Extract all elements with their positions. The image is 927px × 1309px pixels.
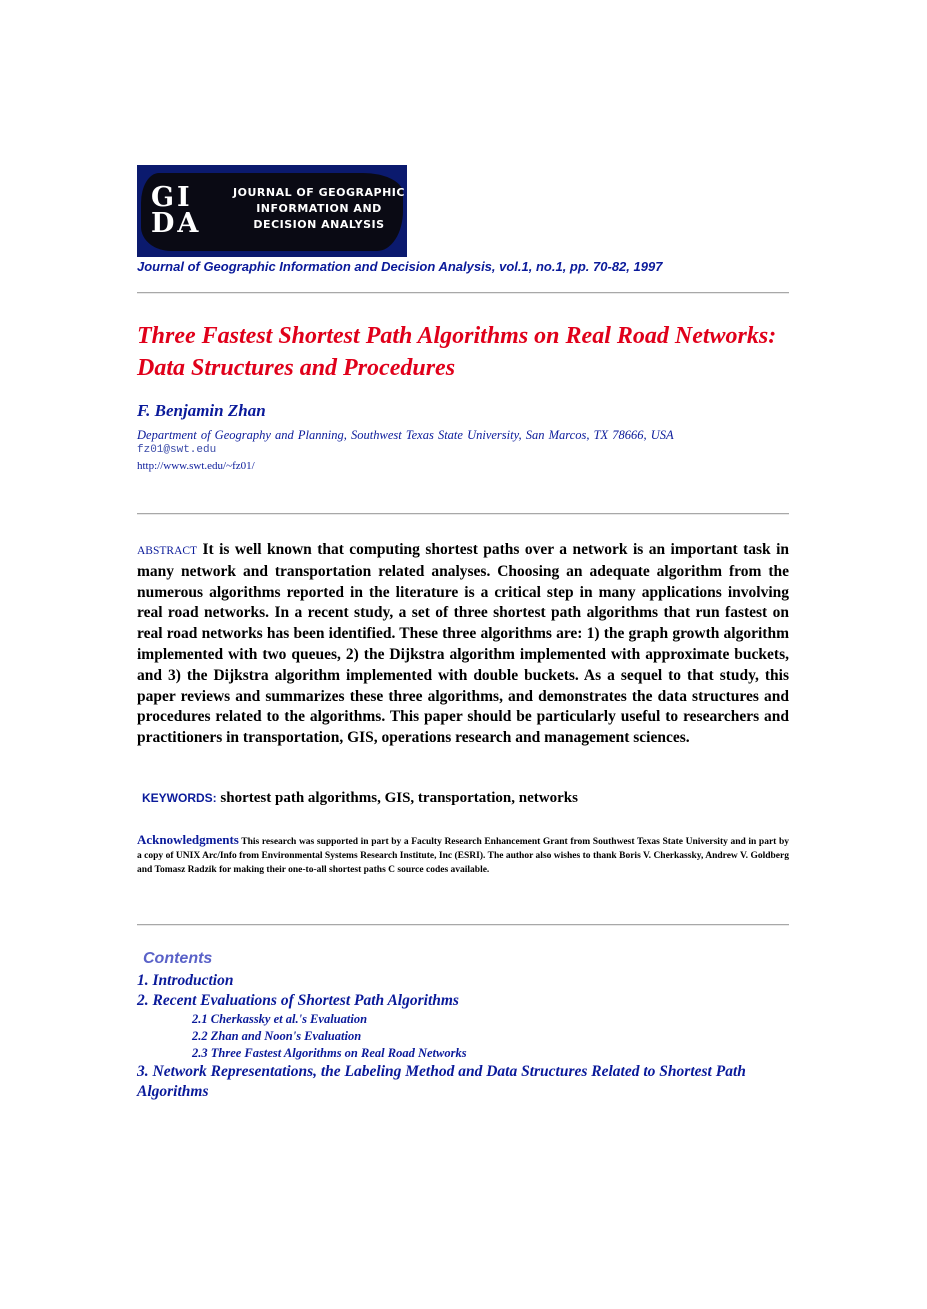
toc-link-network-representations[interactable]: 3. Network Representations, the Labeling Method and Data Structures Related to Shortest Path Algorithms <box>137 1063 746 1100</box>
toc-link-introduction[interactable]: 1. Introduction <box>137 972 234 989</box>
logo-tagline-line: JOURNAL OF GEOGRAPHIC <box>233 186 405 199</box>
toc-link-three-fastest-algorithms[interactable]: 2.3 Three Fastest Algorithms on Real Road Networks <box>192 1046 467 1060</box>
logo-tagline-line: INFORMATION AND <box>256 202 382 215</box>
keywords <box>142 790 578 807</box>
author-name: F. Benjamin Zhan <box>137 401 266 420</box>
abstract-label: ABSTRACT <box>137 545 198 557</box>
journal-reference: Journal of Geographic Information and Decision Analysis, vol.1, no.1, pp. 70-82, 1997 <box>137 259 663 274</box>
author-homepage-link[interactable]: http://www.swt.edu/~fz01/ <box>137 460 255 472</box>
contents-heading: Contents <box>143 950 213 967</box>
paper-title: Three Fastest Shortest Path Algorithms on Real Road Networks: Data Structures and Procedures <box>137 323 777 381</box>
toc-link-zhan-noon-evaluation[interactable]: 2.2 Zhan and Noon's Evaluation <box>192 1029 362 1043</box>
author-affiliation: Department of Geography and Planning, Southwest Texas State University, San Marcos, TX 78666, USA <box>137 428 674 442</box>
author-email-link[interactable]: fz01@swt.edu <box>137 444 217 456</box>
toc-link-cherkassky-evaluation[interactable]: 2.1 Cherkassky et al.'s Evaluation <box>192 1012 368 1026</box>
logo-letters-line1: GI <box>151 182 193 213</box>
divider <box>137 513 789 515</box>
acknowledgments-text: This research was supported in part by a Faculty Research Enhancement Grant from Southwest Texas State University and in part by a copy of UNIX Arc/Info from Environmental Systems Research Institute, Inc (ESRI). The author also wishes to thank Boris V. Cherkassky, Andrew V. Goldberg and Tomasz Radzik for making their one-to-all shortest paths C source codes available. <box>137 837 789 875</box>
abstract <box>137 540 789 749</box>
acknowledgments-label: Acknowledgments <box>137 832 239 847</box>
logo-letters-line2: DA <box>151 208 202 239</box>
divider <box>137 924 789 926</box>
toc-link-recent-evaluations[interactable]: 2. Recent Evaluations of Shortest Path Algorithms <box>137 992 459 1009</box>
logo-letters <box>151 182 202 239</box>
logo-tagline <box>233 185 405 233</box>
table-of-contents <box>137 971 789 1102</box>
divider <box>137 292 789 294</box>
keywords-text: shortest path algorithms, GIS, transportation, networks <box>220 790 578 806</box>
acknowledgments <box>137 833 789 877</box>
journal-logo <box>137 165 407 257</box>
abstract-text: It is well known that computing shortest paths over a network is an important task in many network and transportation related analyses. Choosing an adequate algorithm from the numerous algorithms reported in the literature is a critical step in many applications involving real road networks. In a recent study, a set of three shortest path algorithms that run fastest on real road networks has been identified. These three algorithms are: 1) the graph growth algorithm implemented with two queues, 2) the Dijkstra algorithm implemented with approximate buckets, and 3) the Dijkstra algorithm implemented with double buckets. As a sequel to that study, this paper reviews and summarizes these three algorithms, and demonstrates the data structures and procedures related to the algorithms. This paper should be particularly useful to researchers and practitioners in transportation, GIS, operations research and management sciences. <box>137 541 790 747</box>
keywords-label: KEYWORDS: <box>142 791 217 805</box>
logo-tagline-line: DECISION ANALYSIS <box>253 218 385 231</box>
